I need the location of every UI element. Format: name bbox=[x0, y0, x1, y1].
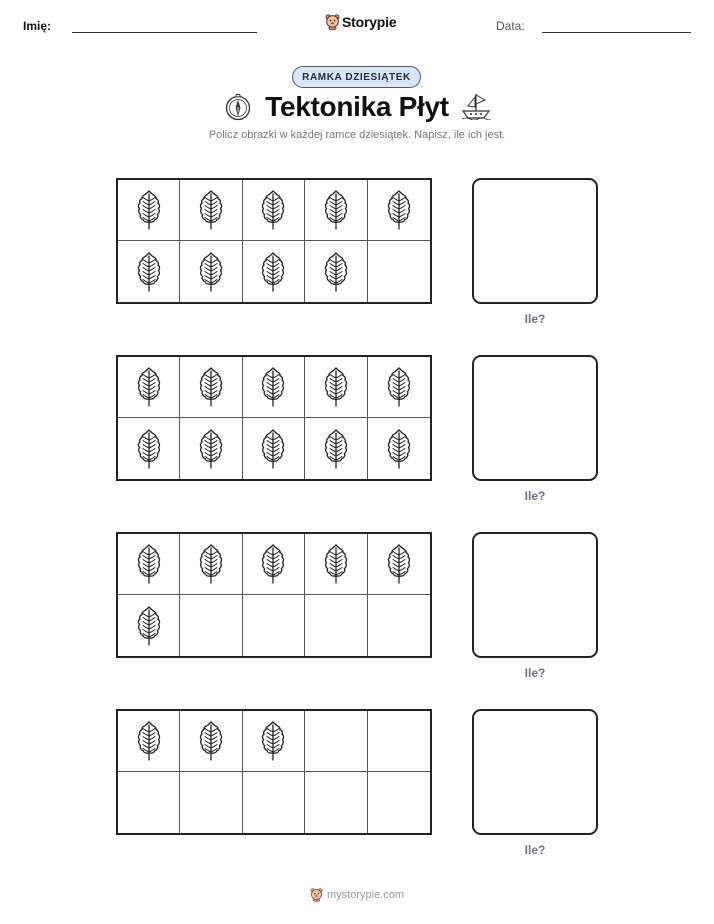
ten-frame-cell bbox=[368, 772, 430, 833]
ten-frame-cell bbox=[180, 241, 242, 302]
leaf-icon bbox=[260, 251, 286, 293]
ten-frame bbox=[116, 355, 432, 481]
ten-frame-cell bbox=[305, 711, 367, 772]
answer-box[interactable] bbox=[472, 178, 598, 304]
date-label: Data: bbox=[496, 19, 525, 33]
answer-box[interactable] bbox=[472, 709, 598, 835]
page-title: Tektonika Płyt bbox=[265, 91, 449, 122]
ten-frame-cell bbox=[368, 418, 430, 479]
leaf-icon bbox=[260, 543, 286, 585]
footer bbox=[0, 887, 714, 902]
ten-frame-cell bbox=[180, 711, 242, 772]
leaf-icon bbox=[198, 428, 224, 470]
problem bbox=[0, 709, 714, 869]
leaf-icon bbox=[260, 720, 286, 762]
problem bbox=[0, 178, 714, 338]
name-label: Imię: bbox=[23, 19, 52, 33]
leaf-icon bbox=[136, 543, 162, 585]
leaf-icon bbox=[386, 428, 412, 470]
brand-name: Storypie bbox=[342, 13, 397, 30]
leaf-icon bbox=[136, 428, 162, 470]
ten-frame-cell bbox=[243, 357, 305, 418]
answer-label: Ile? bbox=[524, 843, 546, 857]
ten-frame-cell bbox=[243, 595, 305, 656]
leaf-icon bbox=[323, 189, 349, 231]
leaf-icon bbox=[323, 428, 349, 470]
answer-box[interactable] bbox=[472, 532, 598, 658]
leaf-icon bbox=[386, 189, 412, 231]
ten-frame-cell bbox=[118, 534, 180, 595]
leaf-icon bbox=[136, 189, 162, 231]
leaf-icon bbox=[386, 543, 412, 585]
ten-frame-cell bbox=[368, 241, 430, 302]
name-field[interactable] bbox=[72, 32, 257, 33]
ten-frame-cell bbox=[243, 180, 305, 241]
ten-frame-cell bbox=[118, 595, 180, 656]
ten-frame-cell bbox=[305, 418, 367, 479]
leaf-icon bbox=[136, 251, 162, 293]
date-field[interactable] bbox=[542, 32, 691, 33]
leaf-icon bbox=[198, 543, 224, 585]
answer-label: Ile? bbox=[524, 312, 546, 326]
leaf-icon bbox=[323, 366, 349, 408]
ten-frame-cell bbox=[180, 534, 242, 595]
ten-frame-cell bbox=[118, 180, 180, 241]
ten-frame-cell bbox=[368, 180, 430, 241]
leaf-icon bbox=[323, 251, 349, 293]
ten-frame-cell bbox=[118, 357, 180, 418]
ten-frame-cell bbox=[243, 534, 305, 595]
leaf-icon bbox=[136, 366, 162, 408]
leaf-icon bbox=[260, 428, 286, 470]
leaf-icon bbox=[386, 366, 412, 408]
leaf-icon bbox=[260, 189, 286, 231]
instructions: Policz obrazki w każdej ramce dziesiątek. Napisz, ile ich jest. bbox=[208, 129, 506, 141]
leaf-icon bbox=[198, 366, 224, 408]
ten-frame-cell bbox=[118, 711, 180, 772]
leaf-icon bbox=[198, 720, 224, 762]
brand-logo bbox=[325, 13, 396, 30]
ten-frame-cell bbox=[180, 357, 242, 418]
ten-frame-cell bbox=[118, 241, 180, 302]
answer-box[interactable] bbox=[472, 355, 598, 481]
ten-frame bbox=[116, 178, 432, 304]
ten-frame-cell bbox=[305, 180, 367, 241]
answer-label: Ile? bbox=[524, 666, 546, 680]
ten-frame-cell bbox=[305, 534, 367, 595]
answer-label: Ile? bbox=[524, 489, 546, 503]
ten-frame-cell bbox=[368, 357, 430, 418]
ten-frame-cell bbox=[243, 711, 305, 772]
bear-logo-icon bbox=[310, 887, 323, 902]
worksheet-type-badge: RAMKA DZIESIĄTEK bbox=[292, 66, 421, 88]
problem bbox=[0, 355, 714, 515]
ten-frame-cell bbox=[243, 772, 305, 833]
leaf-icon bbox=[136, 605, 162, 647]
ten-frame-cell bbox=[180, 418, 242, 479]
ten-frame-cell bbox=[118, 418, 180, 479]
ten-frame-cell bbox=[305, 772, 367, 833]
ten-frame-cell bbox=[118, 772, 180, 833]
ten-frame bbox=[116, 532, 432, 658]
ten-frame-cell bbox=[305, 595, 367, 656]
leaf-icon bbox=[198, 189, 224, 231]
footer-url: mystorypie.com bbox=[326, 888, 405, 901]
ten-frame-cell bbox=[368, 595, 430, 656]
ten-frame-cell bbox=[243, 241, 305, 302]
ship-icon bbox=[461, 92, 491, 120]
leaf-icon bbox=[136, 720, 162, 762]
leaf-icon bbox=[198, 251, 224, 293]
ten-frame-cell bbox=[368, 534, 430, 595]
leaf-icon bbox=[260, 366, 286, 408]
leaf-icon bbox=[323, 543, 349, 585]
problem bbox=[0, 532, 714, 692]
ten-frame-cell bbox=[243, 418, 305, 479]
ten-frame-cell bbox=[368, 711, 430, 772]
bear-logo-icon bbox=[325, 13, 340, 30]
ten-frame-cell bbox=[180, 772, 242, 833]
ten-frame-cell bbox=[180, 180, 242, 241]
ten-frame bbox=[116, 709, 432, 835]
ten-frame-cell bbox=[305, 241, 367, 302]
ten-frame-cell bbox=[180, 595, 242, 656]
ten-frame-cell bbox=[305, 357, 367, 418]
